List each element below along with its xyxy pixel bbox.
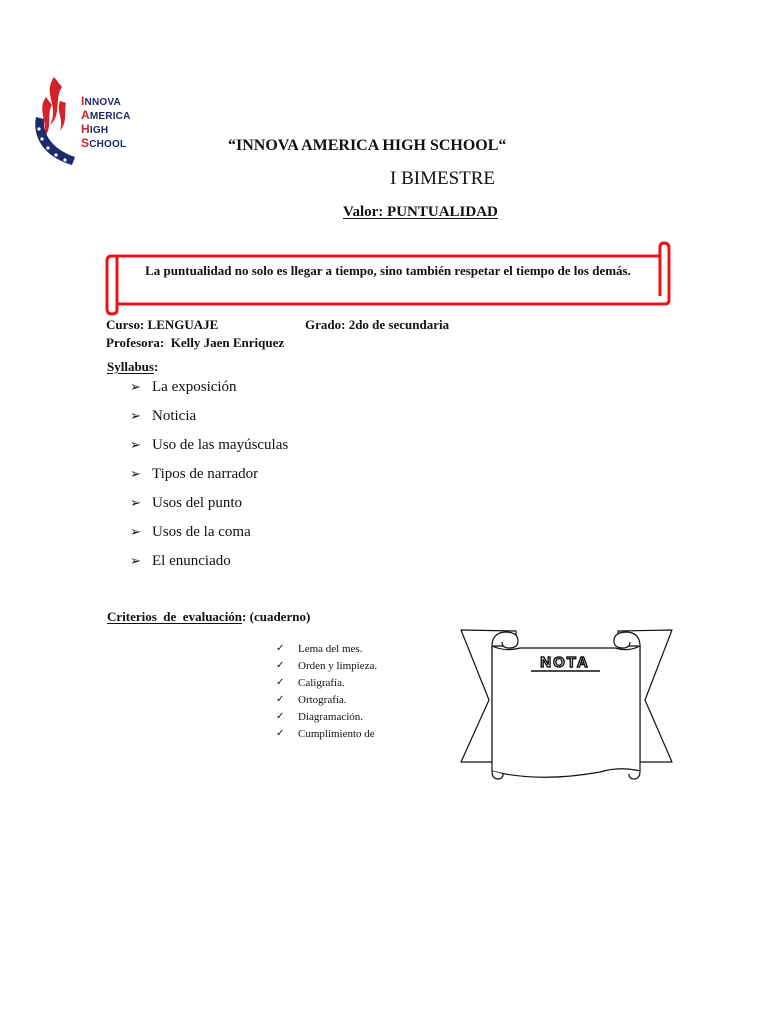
syllabus-item-text: Uso de las mayúsculas xyxy=(152,437,289,453)
arrow-bullet-icon: ➢ xyxy=(130,438,141,453)
course-label: Curso: LENGUAJE xyxy=(106,317,219,332)
syllabus-heading-colon: : xyxy=(153,359,159,374)
teacher-label: Profesora: Kelly Jaen Enriquez xyxy=(106,335,285,350)
period-title: I BIMESTRE xyxy=(390,168,496,189)
criteria-heading xyxy=(107,609,310,625)
criteria-item-text: Cumplimiento de xyxy=(298,728,375,740)
logo-line: SCHOOL xyxy=(81,136,127,150)
nota-banner xyxy=(461,630,672,779)
syllabus-item-text: Usos de la coma xyxy=(152,524,251,540)
grade-label: Grado: 2do de secundaria xyxy=(305,317,450,332)
arrow-bullet-icon: ➢ xyxy=(130,467,141,482)
arrow-bullet-icon: ➢ xyxy=(130,380,141,395)
syllabus-item-text: La exposición xyxy=(152,379,237,395)
criteria-item-text: Caligrafía. xyxy=(298,677,345,689)
checkmark-icon: ✓ xyxy=(276,660,285,671)
logo-line: AMERICA xyxy=(81,108,131,122)
logo-wordmark xyxy=(81,95,131,151)
syllabus-heading xyxy=(107,359,158,375)
logo-line: INNOVA xyxy=(81,94,121,108)
banner-bottom-right-roll xyxy=(629,771,640,779)
arrow-bullet-icon: ➢ xyxy=(130,409,141,424)
school-title: “INNOVA AMERICA HIGH SCHOOL“ xyxy=(228,137,507,154)
school-logo xyxy=(30,75,136,167)
checkmark-icon: ✓ xyxy=(276,728,285,739)
value-heading: Valor: PUNTUALIDAD xyxy=(343,204,498,220)
syllabus-item-text: Noticia xyxy=(152,408,197,424)
quote-text: La puntualidad no solo es llegar a tiempo, sino también respetar el tiempo de los demás. xyxy=(145,263,631,278)
arrow-bullet-icon: ➢ xyxy=(130,554,141,569)
criteria-heading-suffix: : (cuaderno) xyxy=(242,609,311,624)
criteria-item-text: Orden y limpieza. xyxy=(298,660,378,672)
logo-line: HIGH xyxy=(81,122,109,136)
flame-star-emblem-icon xyxy=(30,75,82,167)
arrow-bullet-icon: ➢ xyxy=(130,525,141,540)
syllabus-item-text: Usos del punto xyxy=(152,495,242,511)
criteria-item-text: Diagramación. xyxy=(298,711,364,723)
checkmark-icon: ✓ xyxy=(276,677,285,688)
criteria-heading-text: Criterios de evaluación xyxy=(107,609,243,624)
checkmark-icon: ✓ xyxy=(276,711,285,722)
criteria-item-text: Ortografía. xyxy=(298,694,347,706)
checkmark-icon: ✓ xyxy=(276,694,285,705)
syllabus-item-text: Tipos de narrador xyxy=(152,466,259,482)
criteria-item-text: Lema del mes. xyxy=(298,643,363,655)
syllabus-item-text: El enunciado xyxy=(152,553,231,569)
checkmark-icon: ✓ xyxy=(276,643,285,654)
arrow-bullet-icon: ➢ xyxy=(130,496,141,511)
nota-label: NOTA xyxy=(540,654,590,671)
syllabus-heading-text: Syllabus xyxy=(107,359,154,374)
